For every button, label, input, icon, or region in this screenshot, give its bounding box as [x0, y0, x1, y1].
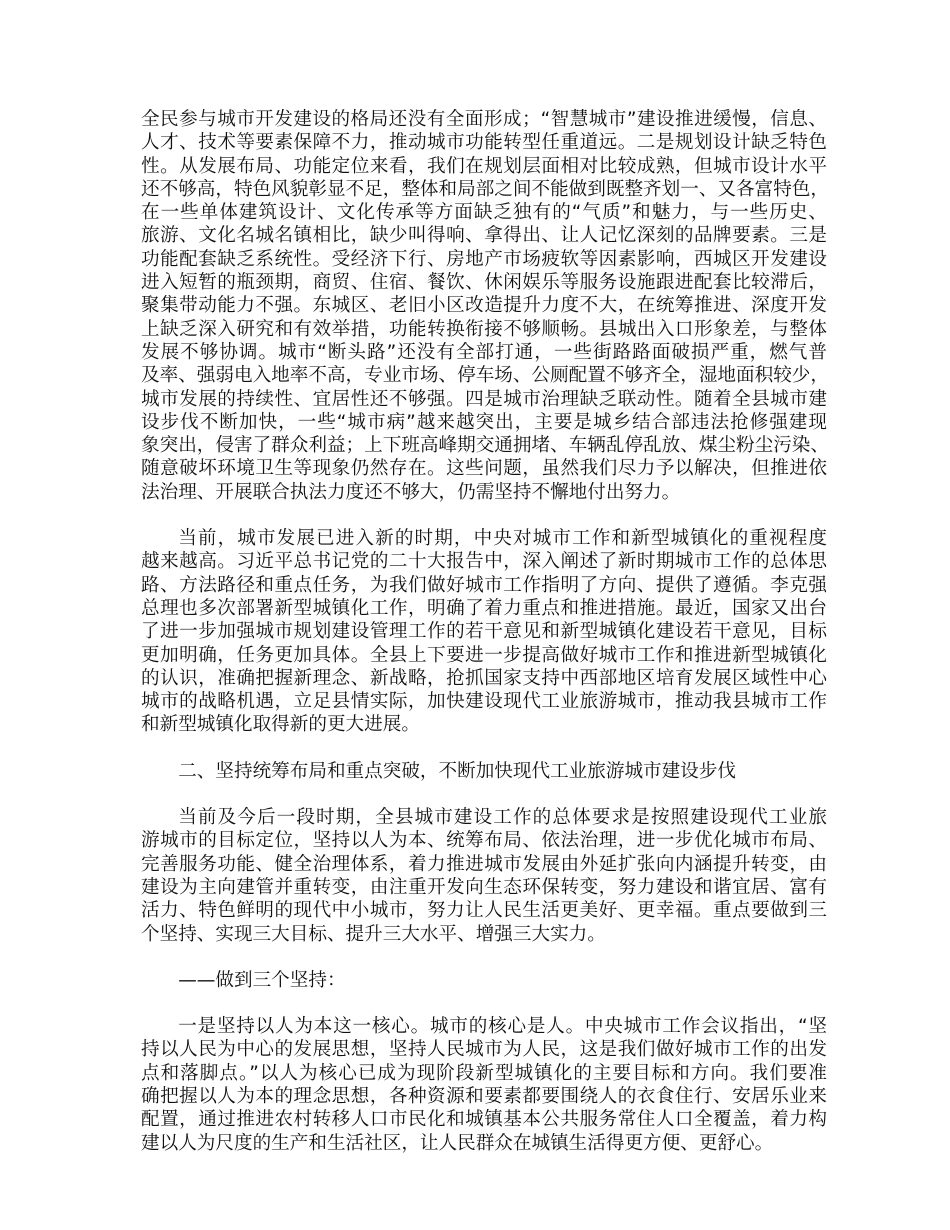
text-line: 还不够高，特色风貌彰显不足，整体和局部之间不能做到既整齐划一、又各富特色， [141, 178, 829, 200]
document-body [141, 108, 827, 1155]
text-line: 当前及今后一段时期，全县城市建设工作的总体要求是按照建设现代工业旅 [178, 807, 827, 829]
paragraph-gap [141, 504, 827, 527]
text-line: 随意破坏环境卫生等现象仍然存在。这些问题，虽然我们尽力予以解决，但推进依 [141, 458, 827, 480]
text-line: 聚集带动能力不强。东城区、老旧小区改造提升力度不大，在统筹推进、深度开发 [141, 295, 827, 317]
text-line: 点和落脚点。”以人为核心已成为现阶段新型城镇化的主要目标和方向。我们要准 [141, 1062, 827, 1084]
paragraph-gap [141, 737, 827, 760]
text-line: 全民参与城市开发建设的格局还没有全面形成；“智慧城市”建设推进缓慢，信息、 [141, 109, 827, 130]
paragraph-2 [141, 527, 827, 737]
text-line: 个坚持、实现三大目标、提升三大水平、增强三大实力。 [141, 923, 606, 945]
text-line: 了进一步加强城市规划建设管理工作的若干意见和新型城镇化建设若干意见，目标 [141, 621, 827, 643]
text-line: 设步伐不断加快，一些“城市病”越来越突出，主要是城乡结合部违法抢修强建现 [141, 411, 827, 433]
text-line: 象突出，侵害了群众利益；上下班高峰期交通拥堵、车辆乱停乱放、煤尘粉尘污染、 [141, 435, 829, 457]
paragraph-1 [141, 108, 827, 504]
text-line: 城市的战略机遇，立足县情实际，加快建设现代工业旅游城市，推动我县城市工作 [141, 691, 827, 713]
text-line: 更加明确，任务更加具体。全县上下要进一步提高做好城市工作和推进新型城镇化 [141, 644, 827, 666]
text-line: 旅游、文化名城名镇相比，缺少叫得响、拿得出、让人记忆深刻的品牌要素。三是 [141, 225, 827, 247]
text-line: 发展不够协调。城市“断头路”还没有全部打通，一些街路路面破损严重，燃气普 [141, 341, 827, 363]
text-line: 上缺乏深入研究和有效举措，功能转换衔接不够顺畅。县城出入口形象差，与整体 [141, 318, 827, 340]
text-line: 完善服务功能、健全治理体系，着力推进城市发展由外延扩张向内涵提升转变，由 [141, 853, 827, 875]
text-line: 二、坚持统筹布局和重点突破，不断加快现代工业旅游城市建设步伐 [178, 760, 737, 782]
section-heading [141, 760, 827, 783]
text-line: 在一些单体建筑设计、文化传承等方面缺乏独有的“气质”和魅力，与一些历史、 [141, 202, 827, 224]
text-line: 的认识，准确把握新理念、新战略，抢抓国家支持中西部地区培育发展区域性中心 [141, 667, 827, 689]
text-line: 游城市的目标定位，坚持以人为本、统筹布局、依法治理，进一步优化城市布局、 [141, 830, 827, 852]
text-line: 越来越高。习近平总书记党的二十大报告中，深入阐述了新时期城市工作的总体思 [141, 551, 827, 573]
paragraph-4 [141, 806, 827, 946]
text-line: 和新型城镇化取得新的更大进展。 [141, 714, 420, 736]
text-line: 当前，城市发展已进入新的时期，中央对城市工作和新型城镇化的重视程度 [178, 528, 827, 550]
paragraph-6 [141, 1015, 827, 1155]
text-line: 活力、特色鲜明的现代中小城市，努力让人民生活更美好、更幸福。重点要做到三 [141, 900, 827, 922]
text-line: 一是坚持以人为本这一核心。城市的核心是人。中央城市工作会议指出，“坚 [178, 1016, 827, 1038]
text-line: 确把握以人为本的理念思想，各种资源和要素都要围绕人的衣食住行、安居乐业来 [141, 1085, 827, 1107]
text-line: 持以人民为中心的发展思想，坚持人民城市为人民，这是我们做好城市工作的出发 [141, 1039, 827, 1061]
text-line: 城市发展的持续性、宜居性还不够强。四是城市治理缺乏联动性。随着全县城市建 [141, 388, 827, 410]
text-line: 总理也多次部署新型城镇化工作，明确了着力重点和推进措施。最近，国家又出台 [141, 597, 827, 619]
text-line: 建以人为尺度的生产和生活社区，让人民群众在城镇生活得更方便、更舒心。 [141, 1132, 774, 1154]
text-line: 法治理、开展联合执法力度还不够大，仍需坚持不懈地付出努力。 [141, 481, 681, 503]
text-line: 建设为主向建管并重转变，由注重开发向生态环保转变，努力建设和谐宜居、富有 [141, 876, 827, 898]
text-line: ——做到三个坚持： [178, 969, 346, 991]
text-line: 进入短暂的瓶颈期，商贸、住宿、餐饮、休闲娱乐等服务设施跟进配套比较滞后， [141, 272, 827, 294]
text-line: 人才、技术等要素保障不力，推动城市功能转型任重道远。二是规划设计缺乏特色 [141, 132, 827, 154]
text-line: 路、方法路径和重点任务，为我们做好城市工作指明了方向、提供了遵循。李克强 [141, 574, 827, 596]
text-line: 功能配套缺乏系统性。受经济下行、房地产市场疲软等因素影响，西城区开发建设 [141, 248, 827, 270]
paragraph-gap [141, 992, 827, 1015]
text-line: 性。从发展布局、功能定位来看，我们在规划层面相对比较成熟，但城市设计水平 [141, 155, 827, 177]
paragraph-gap [141, 946, 827, 969]
subsection-heading [141, 969, 827, 992]
paragraph-gap [141, 783, 827, 806]
text-line: 及率、强弱电入地率不高，专业市场、停车场、公厕配置不够齐全，湿地面积较少， [141, 365, 829, 387]
text-line: 配置，通过推进农村转移人口市民化和城镇基本公共服务常住人口全覆盖，着力构 [141, 1109, 827, 1131]
